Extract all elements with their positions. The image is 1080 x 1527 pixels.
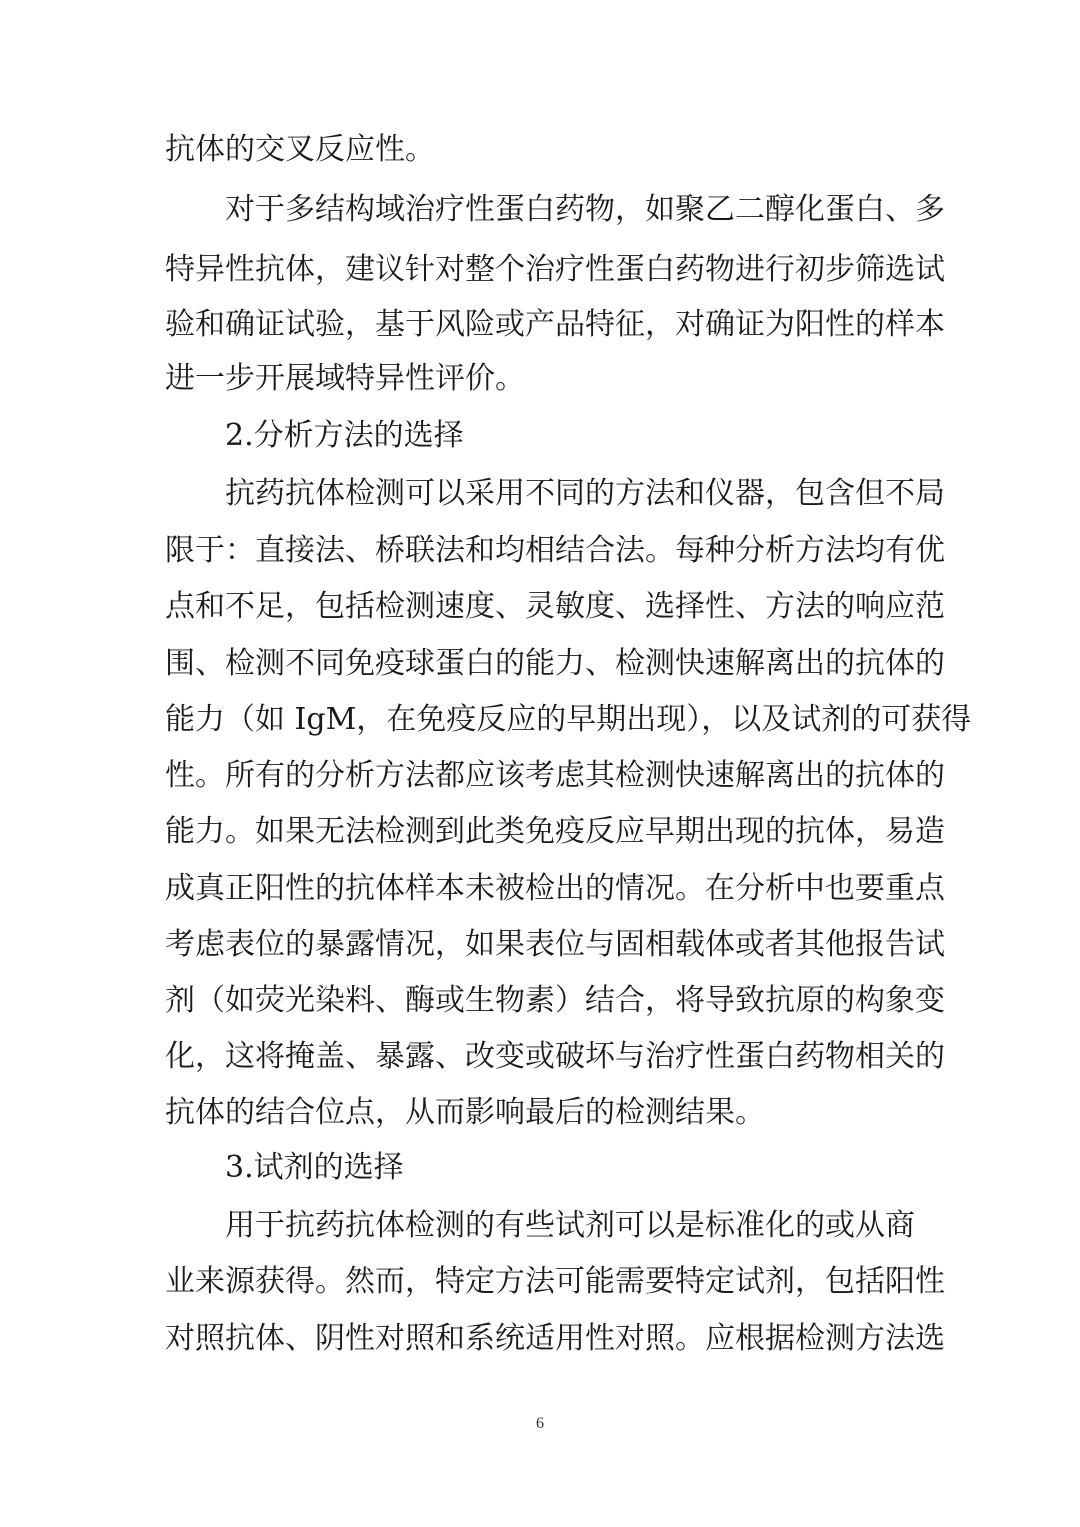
text-line: 考虑表位的暴露情况，如果表位与固相载体或者其他报告试 — [165, 927, 945, 962]
text-line: 点和不足，包括检测速度、灵敏度、选择性、方法的响应范 — [165, 589, 945, 624]
text-line: 围、检测不同免疫球蛋白的能力、检测快速解离出的抗体的 — [165, 646, 945, 681]
text-line: 抗体的结合位点，从而影响最后的检测结果。 — [165, 1095, 765, 1130]
text-line: 抗药抗体检测可以采用不同的方法和仪器，包含但不局 — [225, 476, 945, 511]
page-number: 6 — [536, 1415, 544, 1432]
text-line: 对照抗体、阴性对照和系统适用性对照。应根据检测方法选 — [165, 1321, 945, 1356]
section-heading: 3.试剂的选择 — [225, 1150, 404, 1185]
text-line: 性。所有的分析方法都应该考虑其检测快速解离出的抗体的 — [165, 758, 945, 793]
text-line: 特异性抗体，建议针对整个治疗性蛋白药物进行初步筛选试 — [165, 252, 945, 287]
text-line: 能力（如 IgM，在免疫反应的早期出现），以及试剂的可获得 — [165, 702, 972, 737]
section-heading: 2.分析方法的选择 — [225, 418, 464, 453]
text-line: 成真正阳性的抗体样本未被检出的情况。在分析中也要重点 — [165, 871, 945, 906]
text-line: 进一步开展域特异性评价。 — [165, 361, 525, 396]
text-line: 能力。如果无法检测到此类免疫反应早期出现的抗体，易造 — [165, 814, 945, 849]
text-line: 用于抗药抗体检测的有些试剂可以是标准化的或从商 — [225, 1208, 915, 1243]
text-line: 化，这将掩盖、暴露、改变或破坏与治疗性蛋白药物相关的 — [165, 1039, 945, 1074]
text-line: 对于多结构域治疗性蛋白药物，如聚乙二醇化蛋白、多 — [225, 192, 945, 227]
text-line: 业来源获得。然而，特定方法可能需要特定试剂，包括阳性 — [165, 1264, 945, 1299]
text-line: 抗体的交叉反应性。 — [165, 132, 435, 167]
text-line: 验和确证试验，基于风险或产品特征，对确证为阳性的样本 — [165, 307, 945, 342]
text-line: 限于：直接法、桥联法和均相结合法。每种分析方法均有优 — [165, 533, 945, 568]
text-line: 剂（如荧光染料、酶或生物素）结合，将导致抗原的构象变 — [165, 983, 945, 1018]
